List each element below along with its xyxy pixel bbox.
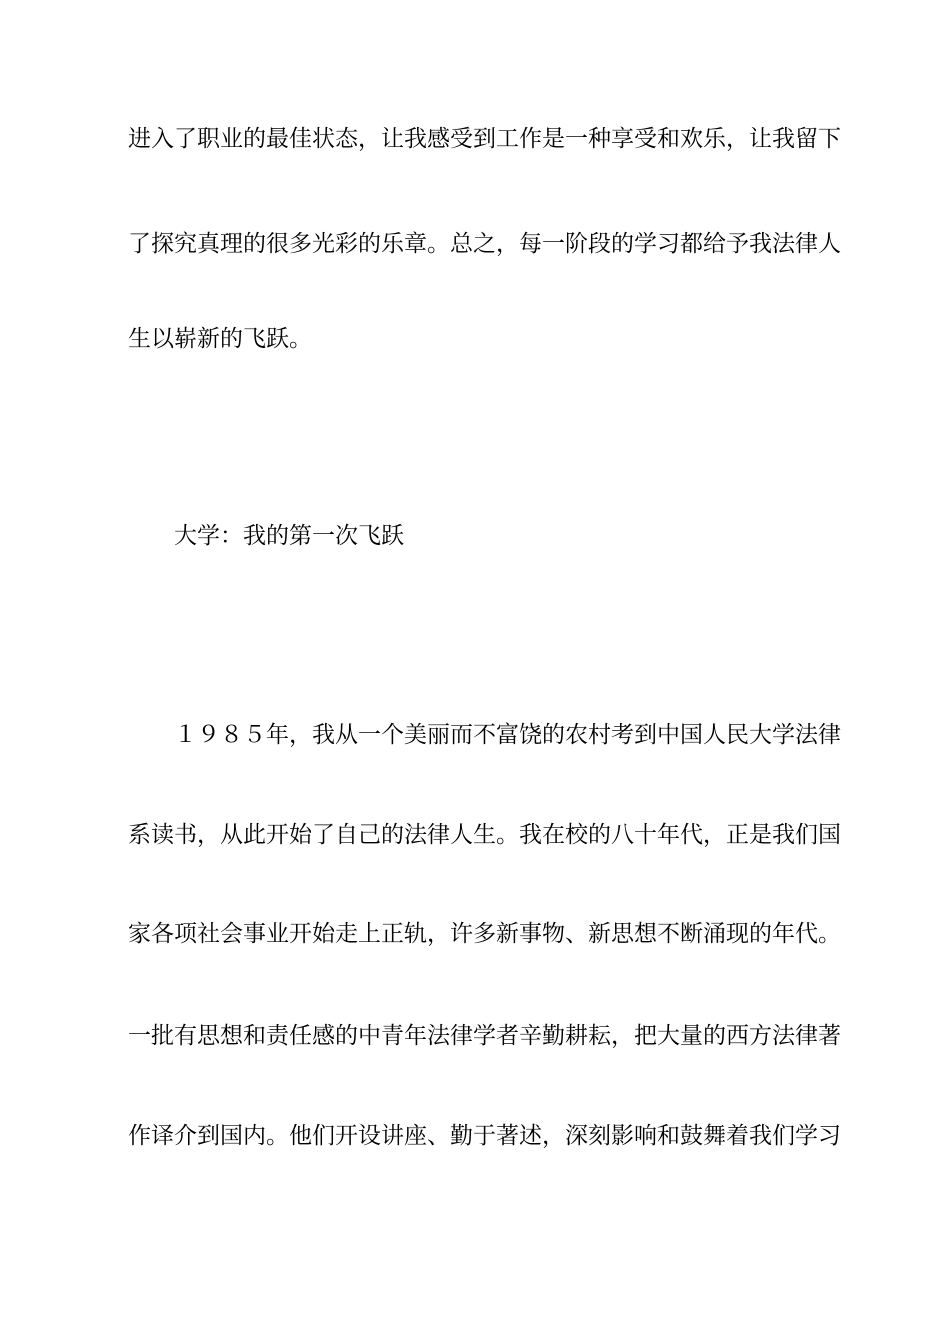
paragraph-2-line-4: 一批有思想和责任感的中青年法律学者辛勤耕耘，把大量的西方法律著 bbox=[128, 1023, 841, 1049]
paragraph-2-line-1: １９８５年，我从一个美丽而不富饶的农村考到中国人民大学法律 bbox=[174, 722, 841, 748]
paragraph-2-line-3: 家各项社会事业开始走上正轨，许多新事物、新思想不断涌现的年代。 bbox=[128, 921, 841, 947]
section-heading: 大学：我的第一次飞跃 bbox=[174, 523, 404, 549]
paragraph-1-line-2: 了探究真理的很多光彩的乐章。总之，每一阶段的学习都给予我法律人 bbox=[128, 231, 841, 257]
paragraph-1-line-3: 生以崭新的飞跃。 bbox=[128, 326, 312, 352]
paragraph-1-line-1: 进入了职业的最佳状态，让我感受到工作是一种享受和欢乐，让我留下 bbox=[128, 126, 841, 152]
paragraph-2-line-2: 系读书，从此开始了自己的法律人生。我在校的八十年代，正是我们国 bbox=[128, 822, 841, 848]
paragraph-2-line-5: 作译介到国内。他们开设讲座、勤于著述，深刻影响和鼓舞着我们学习 bbox=[128, 1123, 841, 1149]
